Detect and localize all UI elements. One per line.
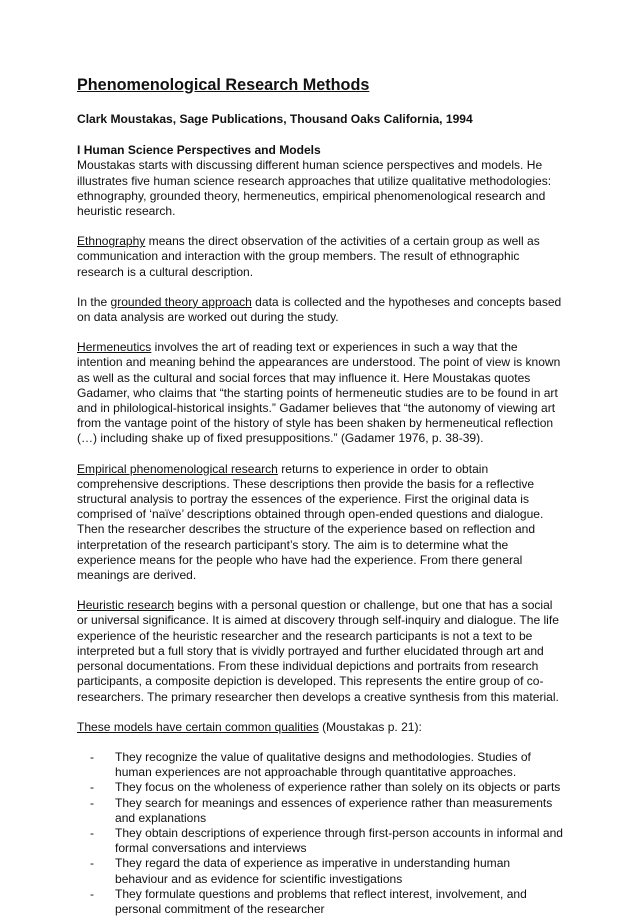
- term-ethnography: Ethnography: [77, 234, 146, 249]
- term-hermeneutics: Hermeneutics: [77, 340, 152, 355]
- list-item: - They obtain descriptions of experience through first-person accounts in informal and formal conversations and interviews: [90, 825, 563, 856]
- paragraph-text: (Moustakas p. 21):: [318, 719, 422, 734]
- bullet-dash: -: [90, 825, 95, 840]
- paragraph-text: involves the art of reading text or experiences in such a way that the intention and meaning behind the appearances are understood. The point of view is known as well as the cultural and social forces that may influence it. Here Moustakas quotes Gadamer, who claims that “the starting points of hermeneutic studies are to be found in art and in philological-historical insights.” Gadamer believes that “the autonomy of viewing art from the vantage point of the history of style has been shaken by hermeneutical reflection (…) including shake up of fixed presuppositions.” (Gadamer 1976, p. 38-39).: [77, 340, 561, 446]
- paragraph-ethnography: [77, 234, 565, 280]
- paragraph-text: data is collected and the hypotheses and concepts based on data analysis are worked out during the study.: [77, 294, 562, 325]
- qualities-list: [77, 750, 565, 917]
- paragraph-grounded-theory: [77, 295, 565, 325]
- term-heuristic-research: Heuristic research: [77, 598, 175, 613]
- paragraph-text: begins with a personal question or challenge, but one that has a social or universal significance. It is aimed at discovery through self-inquiry and dialogue. The life experience of the heuristic researcher and the research participants is not a text to be interpreted but a full story that is vividly portrayed and further elucidated through art and personal documentations. From these individual depictions and portraits from research participants, a composite depiction is developed. This represents the entire group of co-researchers. The primary researcher then develops a creative synthesis from this material.: [77, 598, 559, 704]
- section-intro: Moustakas starts with discussing different human science perspectives and models. He illustrates five human science research approaches that utilize qualitative methodologies: ethnography, grounded theory, hermeneutics, empirical phenomenological research and heuristic research.: [77, 158, 552, 219]
- bullet-dash: -: [90, 886, 95, 901]
- term-empirical-phenomenological: Empirical phenomenological research: [77, 461, 278, 476]
- paragraph-text: returns to experience in order to obtain comprehensive descriptions. These descriptions then provide the basis for a reflective structural analysis to portray the essences of the experience. First the original data is comprised of ‘naïve’ descriptions obtained through open-ended questions and dialogue. Then the researcher describes the structure of the experience based on reflection and interpretation of the research participant’s story. The aim is to determine what the experience means for the people who have had the experience. From there general meanings are derived.: [77, 461, 544, 583]
- bullet-dash: -: [90, 856, 95, 871]
- term-grounded-theory: grounded theory approach: [110, 294, 252, 309]
- term-common-qualities: These models have certain common qualities: [77, 719, 319, 734]
- bullet-dash: -: [90, 795, 95, 810]
- paragraph-heuristic: [77, 598, 565, 704]
- paragraph-common-qualities: [77, 720, 565, 735]
- citation-subtitle: Clark Moustakas, Sage Publications, Thousand Oaks California, 1994: [77, 112, 473, 126]
- list-item: - They regard the data of experience as imperative in understanding human behaviour and as evidence for scientific investigations: [90, 856, 511, 886]
- page-title: Phenomenological Research Methods: [77, 76, 370, 94]
- list-item: - They focus on the wholeness of experience rather than solely on its objects or parts: [90, 780, 561, 795]
- paragraph-text: means the direct observation of the activities of a certain group as well as communication and interaction with the group members. The result of ethnographic research is a cultural description.: [77, 234, 540, 279]
- list-item: - They formulate questions and problems that reflect interest, involvement, and personal commitment of the researcher: [90, 886, 527, 916]
- bullet-dash: -: [90, 780, 95, 795]
- paragraph-empirical-phenomenological: [77, 462, 565, 584]
- list-item: - They recognize the value of qualitative designs and methodologies. Studies of human experiences are not approachable through quantitative approaches.: [90, 749, 531, 780]
- list-item: - They search for meanings and essences of experience rather than measurements and explanations: [90, 795, 553, 825]
- document-page: [77, 76, 565, 917]
- section-heading: I Human Science Perspectives and Models: [77, 143, 321, 158]
- paragraph-hermeneutics: [77, 340, 565, 446]
- bullet-dash: -: [90, 749, 95, 764]
- paragraph-lead: In the: [77, 294, 111, 309]
